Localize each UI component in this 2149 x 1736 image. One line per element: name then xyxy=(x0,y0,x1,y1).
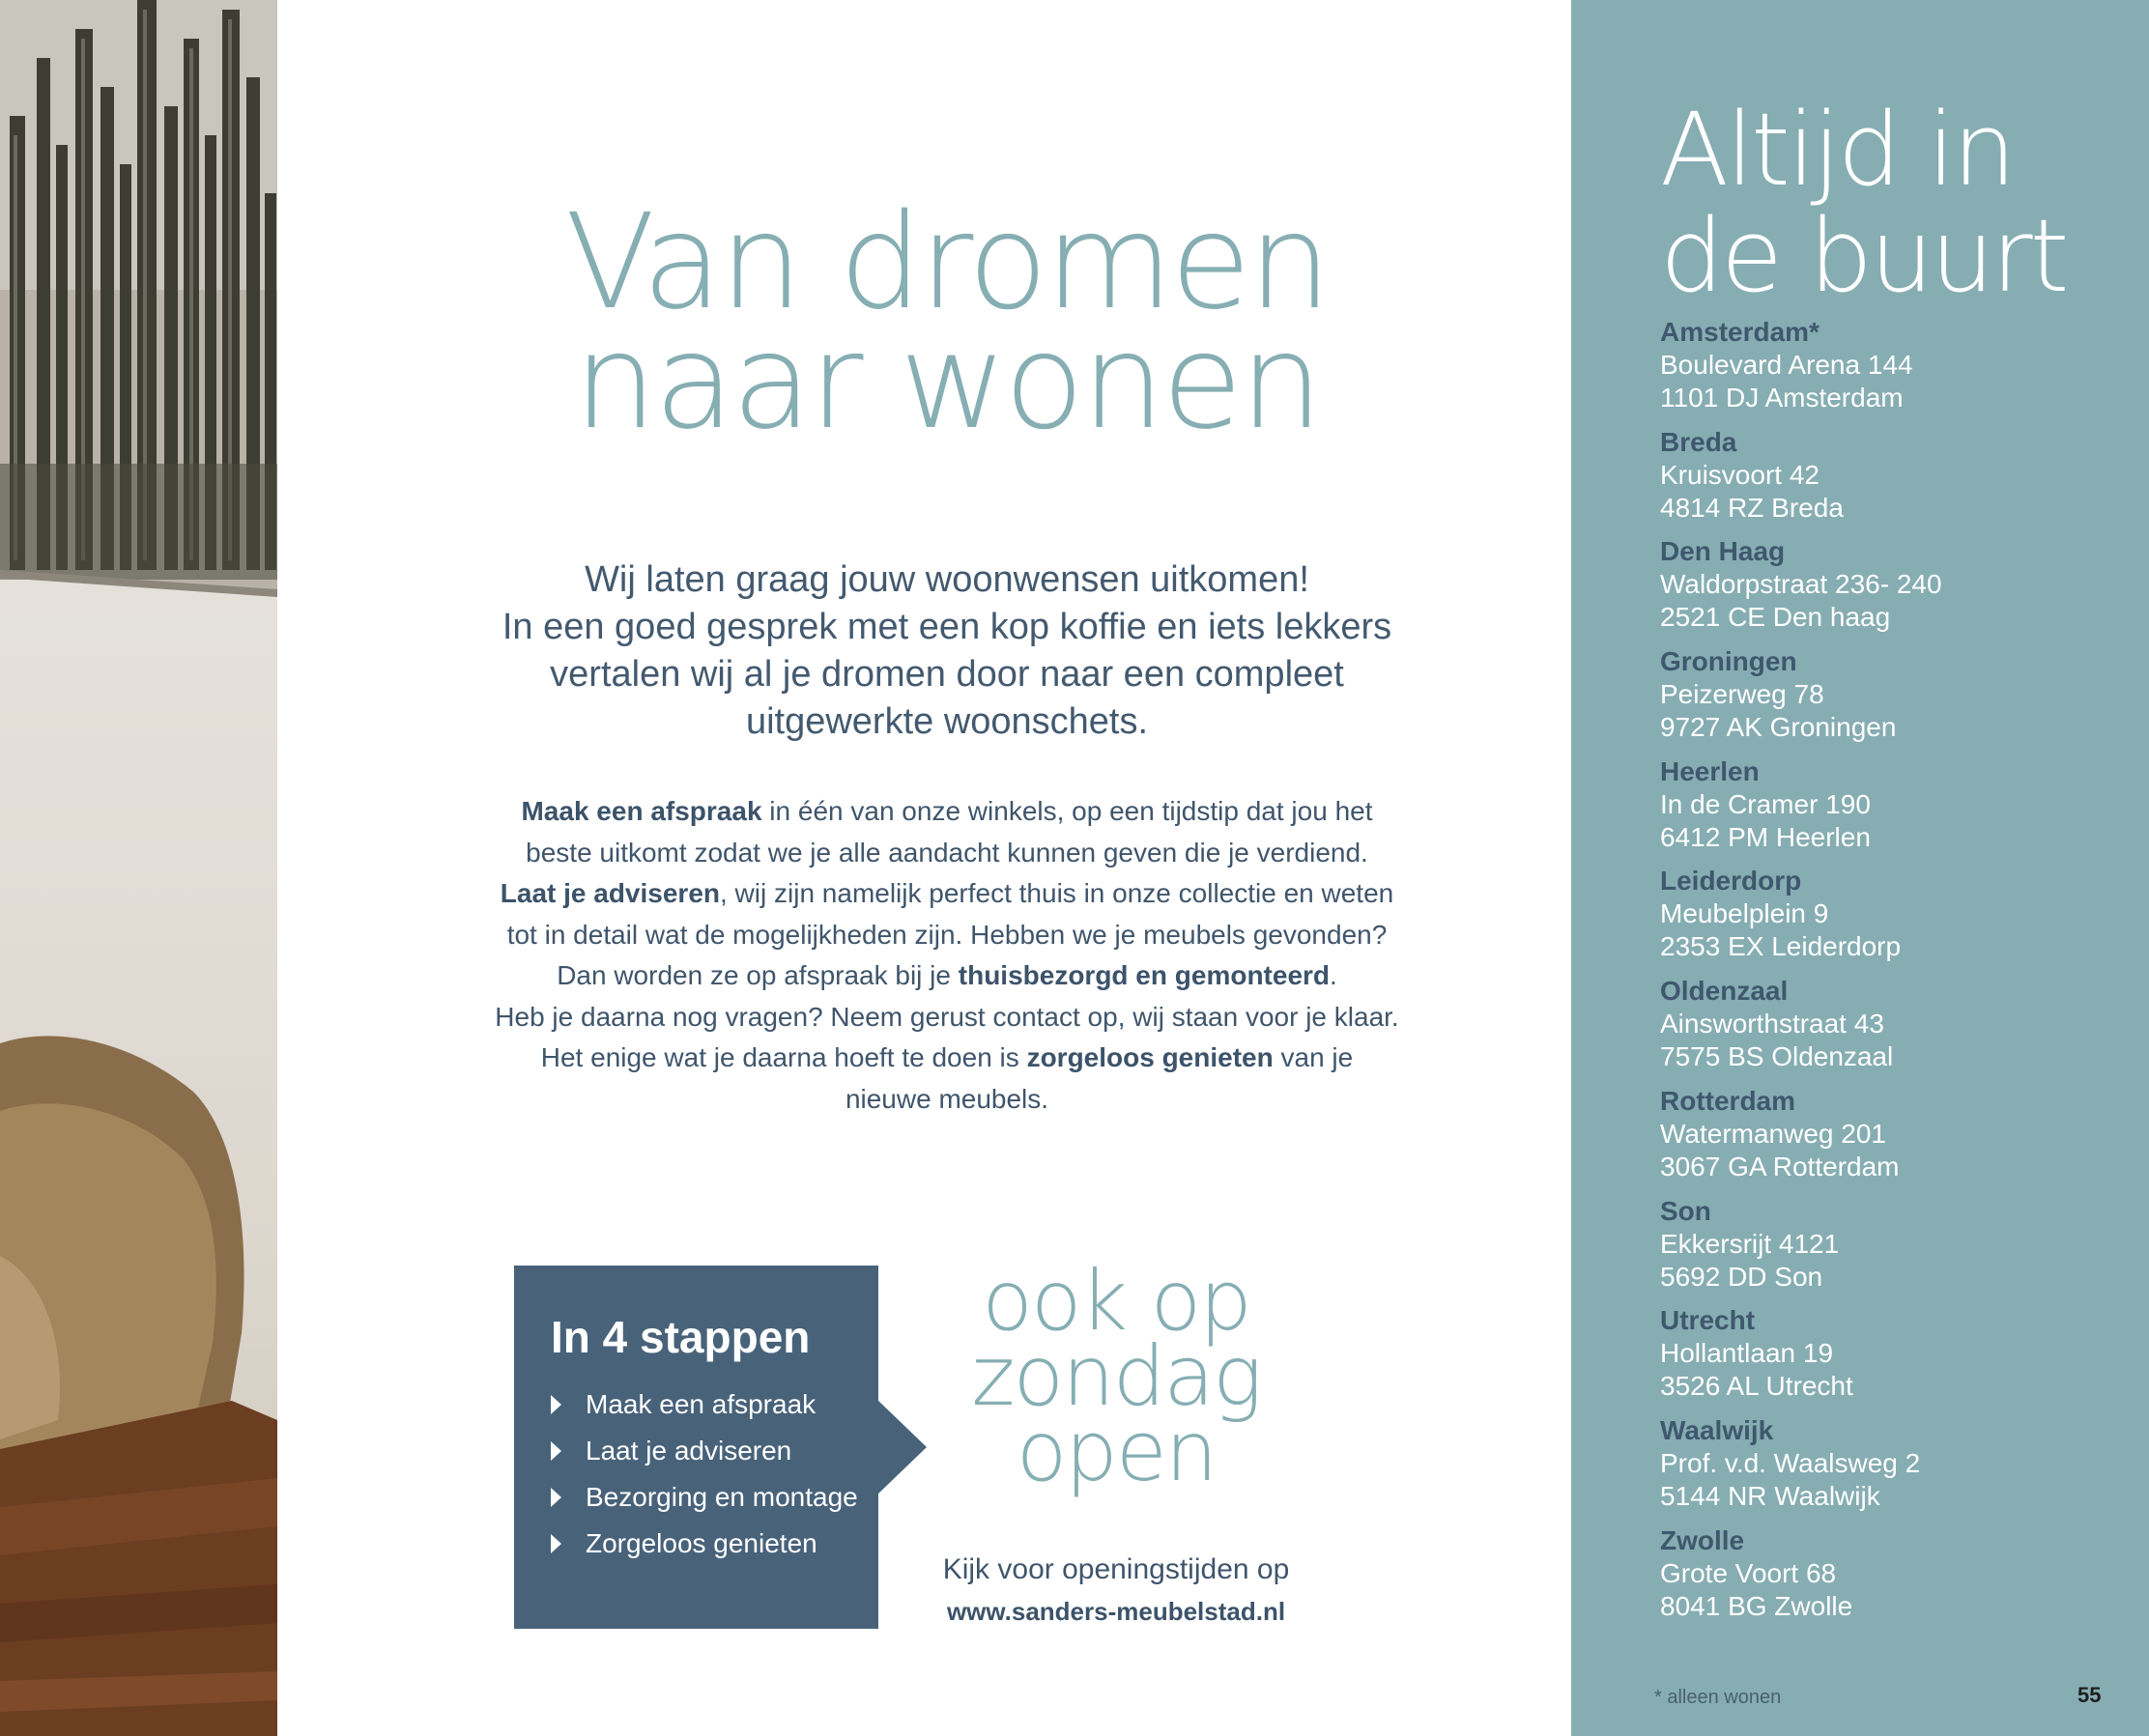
store-postal: 5692 DD Son xyxy=(1660,1261,1823,1292)
body-line-6: Heb je daarna nog vragen? Neem gerust contact op, wij staan voor je klaar. xyxy=(495,1001,1399,1032)
store-entry xyxy=(1660,645,1942,755)
store-postal: 4814 RZ Breda xyxy=(1660,492,1844,523)
step-label: Laat je adviseren xyxy=(586,1436,792,1466)
store-entry xyxy=(1660,426,1942,536)
store-city: Heerlen xyxy=(1660,755,1760,786)
body-line-5-post: . xyxy=(1330,960,1337,990)
panel-title-line-2: de buurt xyxy=(1660,197,2067,315)
store-street: Boulevard Arena 144 xyxy=(1660,350,1913,380)
interior-photo xyxy=(0,0,277,1736)
sunday-line-1: ook op xyxy=(982,1253,1250,1350)
panel-title-line-1: Altijd in xyxy=(1660,91,2014,209)
store-street: Meubelplein 9 xyxy=(1660,898,1829,929)
store-street: In de Cramer 190 xyxy=(1660,788,1871,819)
store-city: Zwolle xyxy=(1660,1524,1745,1555)
steps-list xyxy=(551,1381,858,1567)
body-line-3: , wij zijn namelijk perfect thuis in onze collectie en weten xyxy=(720,878,1394,908)
triangle-bullet-icon xyxy=(551,1488,561,1507)
body-bold-enjoy: zorgeloos genieten xyxy=(1026,1042,1274,1072)
store-city: Amsterdam* xyxy=(1660,317,1819,347)
store-city: Leiderdorp xyxy=(1660,866,1802,896)
store-city: Rotterdam xyxy=(1660,1085,1796,1116)
website-link[interactable]: www.sanders-meubelstad.nl xyxy=(946,1597,1286,1626)
step-item xyxy=(551,1521,858,1567)
body-line-2: beste uitkomt zodat we je alle aandacht kunnen geven die je verdiend. xyxy=(526,837,1368,868)
store-entry xyxy=(1660,1414,1942,1524)
step-item xyxy=(551,1474,858,1521)
store-street: Ainsworthstraat 43 xyxy=(1660,1009,1884,1039)
store-city: Breda xyxy=(1660,426,1737,457)
store-postal: 1101 DJ Amsterdam xyxy=(1660,383,1904,413)
sunday-line-3: open xyxy=(1016,1404,1217,1500)
store-city: Den Haag xyxy=(1660,536,1786,567)
store-city: Oldenzaal xyxy=(1660,976,1789,1007)
step-label: Bezorging en montage xyxy=(586,1482,858,1512)
triangle-bullet-icon xyxy=(551,1395,561,1414)
body-line-1: in één van onze winkels, op een tijdstip dat jou het xyxy=(761,796,1373,826)
store-postal: 9727 AK Groningen xyxy=(1660,712,1897,743)
steps-heading: In 4 stappen xyxy=(551,1312,811,1362)
page-title xyxy=(367,186,1527,459)
store-city: Son xyxy=(1660,1195,1711,1226)
page-title-line-2: naar wonen xyxy=(573,306,1321,459)
store-postal: 7575 BS Oldenzaal xyxy=(1660,1041,1894,1072)
store-street: Kruisvoort 42 xyxy=(1660,459,1819,490)
store-entry xyxy=(1660,535,1942,645)
store-entry xyxy=(1660,1085,1942,1195)
store-street: Peizerweg 78 xyxy=(1660,679,1824,710)
store-city: Groningen xyxy=(1660,646,1797,677)
store-city: Utrecht xyxy=(1660,1305,1756,1336)
store-postal: 6412 PM Heerlen xyxy=(1660,821,1871,852)
store-postal: 8041 BG Zwolle xyxy=(1660,1590,1853,1621)
step-label: Maak een afspraak xyxy=(586,1389,817,1419)
intro-line-2: In een goed gesprek met een kop koffie en iets lekkers xyxy=(501,607,1392,647)
interior-photo-art xyxy=(0,0,277,1736)
store-street: Grote Voort 68 xyxy=(1660,1557,1837,1588)
page-number: 55 xyxy=(2077,1683,2102,1707)
store-entry xyxy=(1660,1304,1942,1414)
body-line-7-pre: Het enige wat je daarna hoeft te doen is xyxy=(540,1042,1027,1072)
intro-paragraph xyxy=(406,556,1488,746)
store-entry xyxy=(1660,975,1942,1085)
store-city: Waalwijk xyxy=(1660,1414,1774,1445)
sunday-line-2: zondag xyxy=(971,1328,1261,1425)
store-entry xyxy=(1660,755,1942,866)
intro-line-4: uitgewerkte woonschets. xyxy=(745,701,1149,742)
panel-title xyxy=(1660,91,2067,315)
triangle-bullet-icon xyxy=(551,1534,561,1553)
store-list xyxy=(1660,316,1942,1634)
store-postal: 2521 CE Den haag xyxy=(1660,602,1891,633)
steps-arrow-icon xyxy=(876,1399,927,1495)
body-line-5-pre: Dan worden ze op afspraak bij je xyxy=(557,960,959,990)
step-item xyxy=(551,1381,858,1428)
store-postal: 3526 AL Utrecht xyxy=(1660,1371,1853,1402)
body-bold-appointment: Maak een afspraak xyxy=(521,796,762,826)
body-bold-delivery: thuisbezorgd en gemonteerd xyxy=(958,960,1331,990)
body-line-8: nieuwe meubels. xyxy=(845,1083,1049,1114)
store-entry xyxy=(1660,1195,1942,1305)
sunday-open-heading xyxy=(928,1253,1304,1500)
store-entry xyxy=(1660,316,1942,426)
body-line-4: tot in detail wat de mogelijkheden zijn. Hebben we je meubels gevonden? xyxy=(506,919,1388,950)
body-paragraph xyxy=(425,791,1469,1120)
store-street: Ekkersrijt 4121 xyxy=(1660,1228,1840,1259)
page-title-line-1: Van dromen xyxy=(564,186,1330,339)
store-entry xyxy=(1660,865,1942,975)
store-street: Hollantlaan 19 xyxy=(1660,1338,1834,1369)
body-line-7-post: van je xyxy=(1273,1042,1354,1072)
intro-line-3: vertalen wij al je dromen door naar een compleet xyxy=(550,654,1344,695)
store-street: Waldorpstraat 236- 240 xyxy=(1660,569,1942,600)
store-locations-panel xyxy=(1571,0,2149,1736)
steps-box xyxy=(514,1266,878,1629)
intro-line-1: Wij laten graag jouw woonwensen uitkomen! xyxy=(585,559,1309,600)
store-postal: 5144 NR Waalwijk xyxy=(1660,1480,1880,1511)
footnote: * alleen wonen xyxy=(1654,1687,1782,1708)
store-street: Prof. v.d. Waalsweg 2 xyxy=(1660,1447,1921,1478)
store-postal: 3067 GA Rotterdam xyxy=(1660,1151,1900,1181)
store-postal: 2353 EX Leiderdorp xyxy=(1660,931,1902,962)
step-item xyxy=(551,1428,858,1474)
triangle-bullet-icon xyxy=(551,1441,561,1461)
step-label: Zorgeloos genieten xyxy=(586,1528,817,1558)
body-bold-advice: Laat je adviseren xyxy=(500,878,720,908)
opening-hours-text: Kijk voor openingstijden op xyxy=(942,1553,1290,1585)
store-street: Watermanweg 201 xyxy=(1660,1118,1886,1149)
store-entry xyxy=(1660,1524,1942,1635)
